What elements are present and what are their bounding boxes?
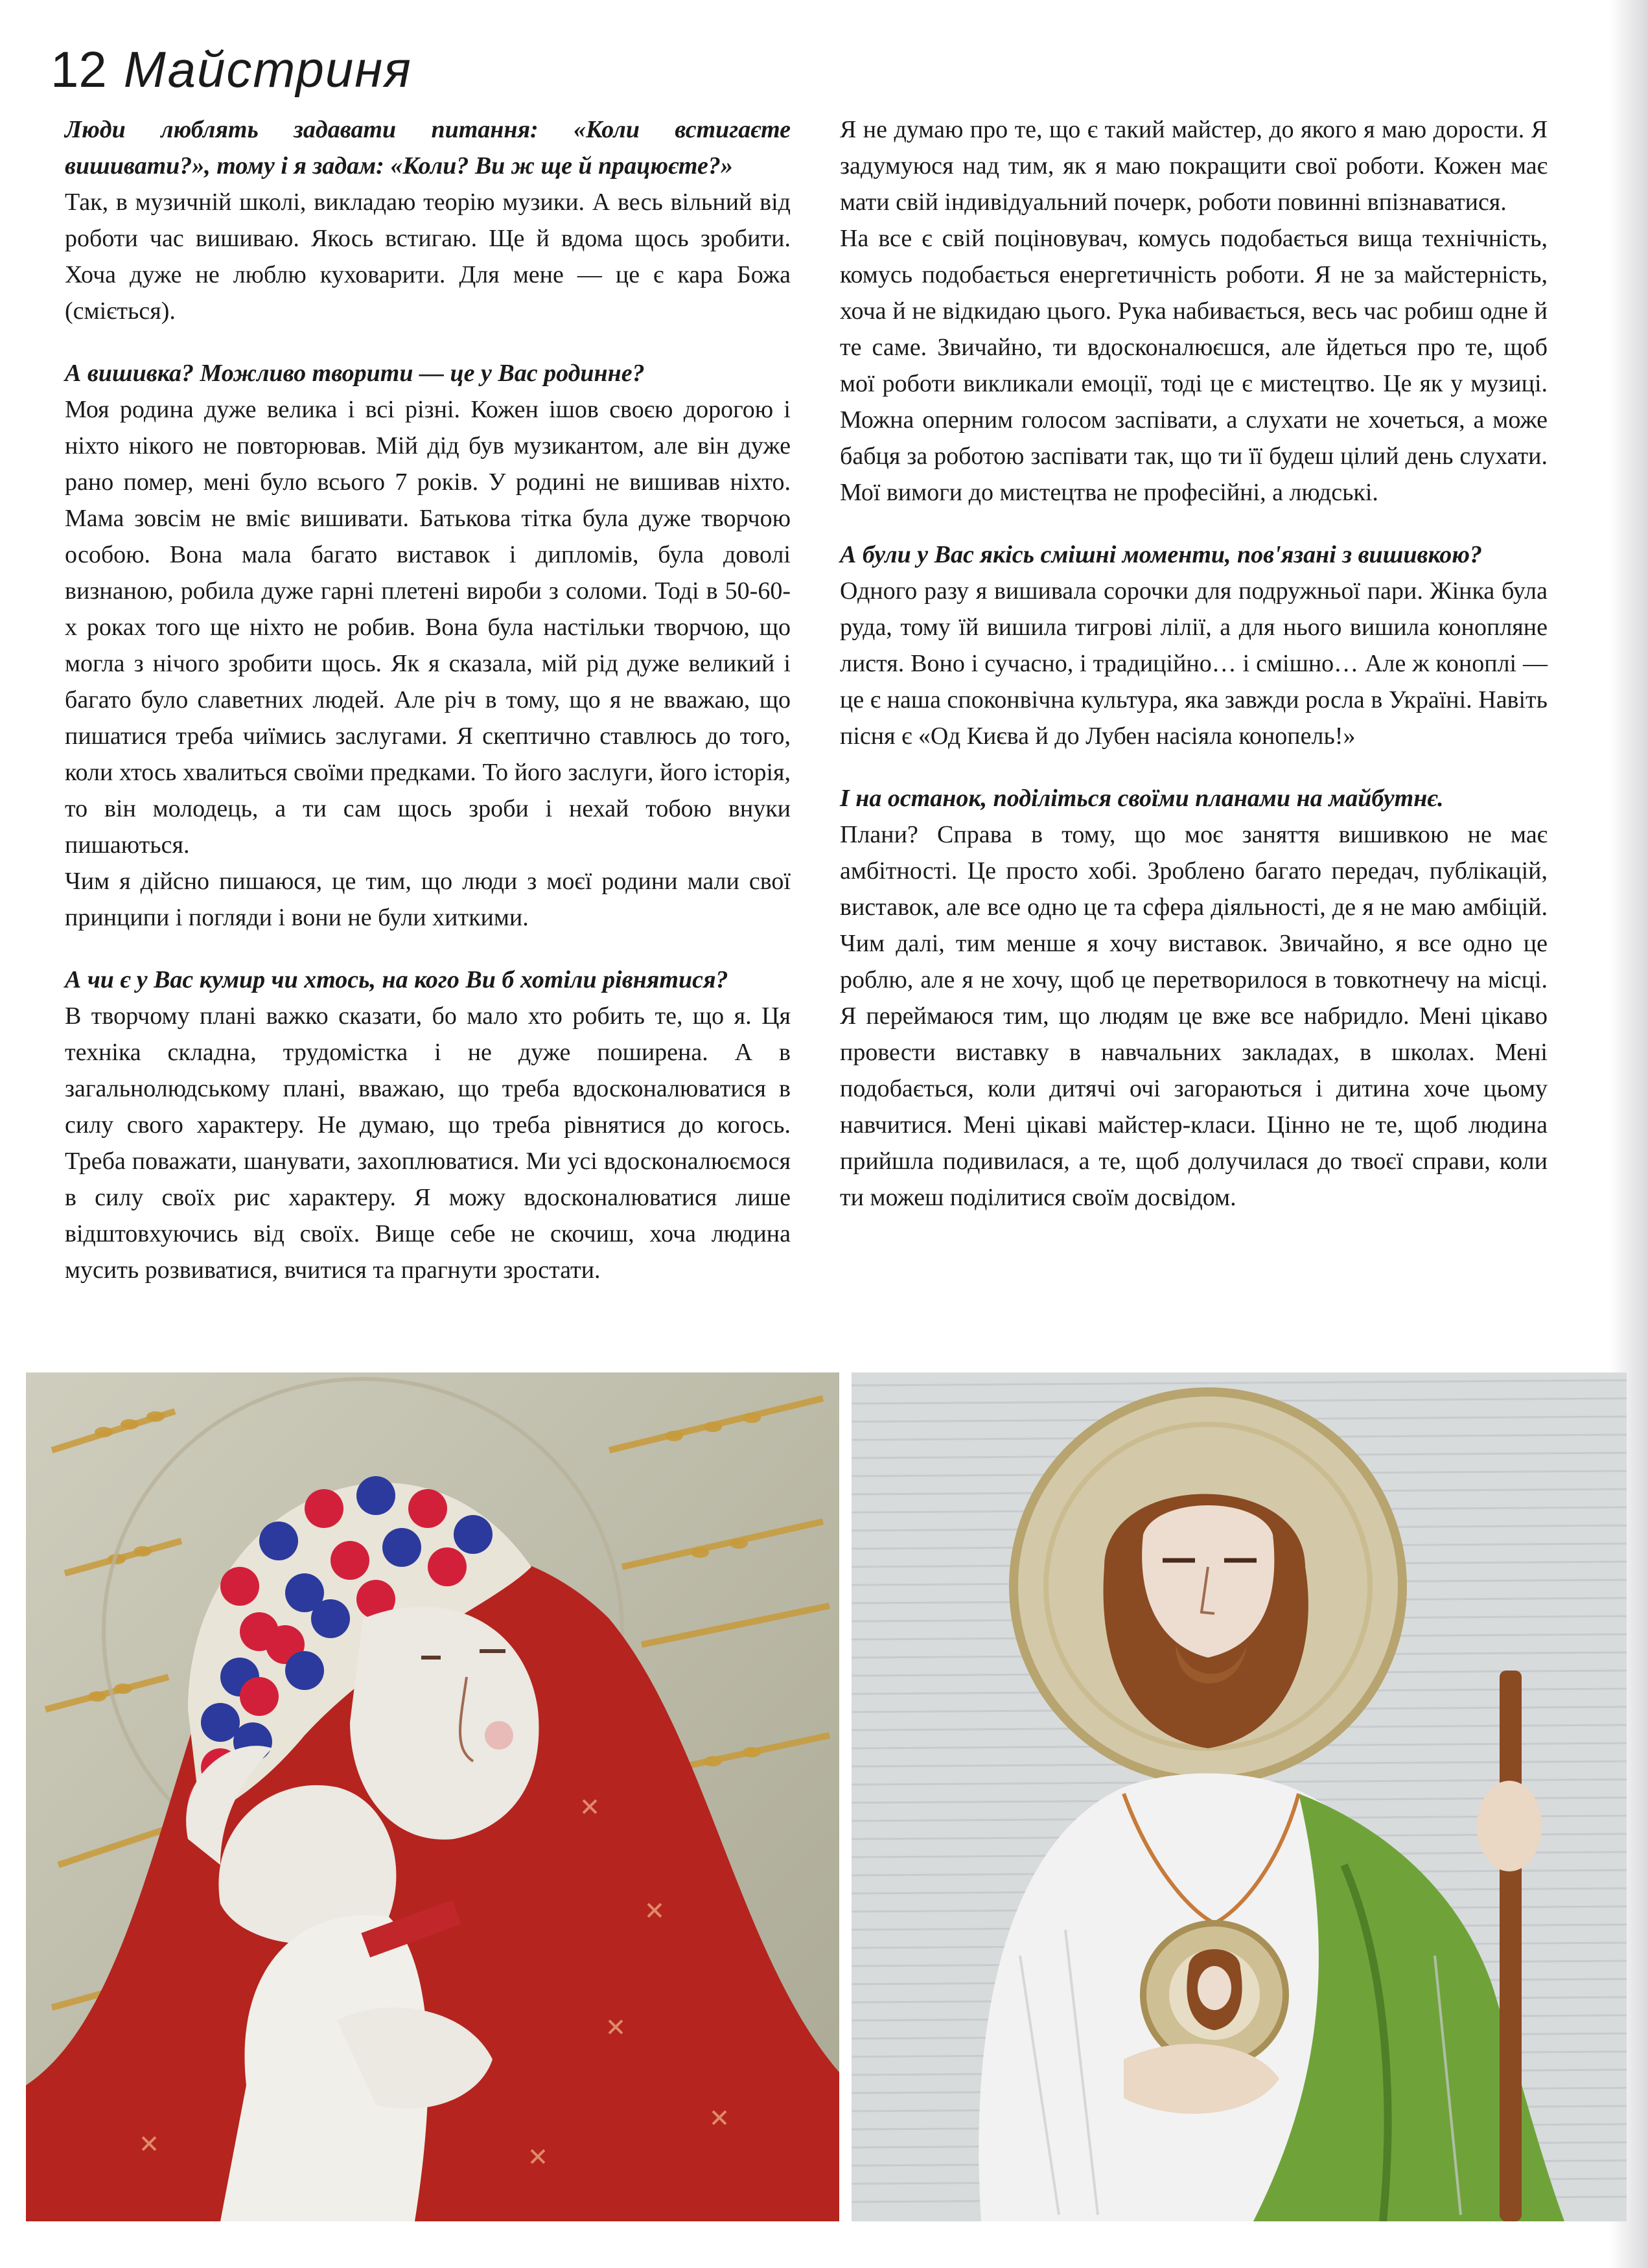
interview-question: А вишивка? Можливо творити — це у Вас родинне?: [65, 360, 645, 387]
interview-question: А були у Вас якісь смішні моменти, пов'язані з вишивкою?: [840, 541, 1483, 568]
madonna-embroidery-photo: [26, 1372, 839, 2221]
headdress-stitch-dot: [285, 1651, 324, 1690]
interview-answer: Чим я дійсно пишаюся, це тим, що люди з моєї родини мали свої принципи і погляди і вони не були хиткими.: [65, 868, 791, 931]
madonna-embroidery-image: [26, 1372, 839, 2221]
headdress-stitch-dot: [454, 1515, 493, 1554]
section-title: Майстриня: [123, 41, 412, 98]
interview-question: І на останок, поділіться своїми планами на майбутнє.: [840, 785, 1444, 812]
headdress-stitch-dot: [220, 1567, 259, 1606]
interview-answer: Одного разу я вишивала сорочки для подружньої пари. Жінка була руда, тому їй вишила тигрові лілії, а для нього вишила конопляне листя. Воно і сучасно, і традиційно… і смішно… Але ж коноплі — це є наша споконвічна культура, яка завжди росла в Україні. Навіть пісня є «Од Києва й до Лубен насіяла конопель!»: [840, 577, 1548, 750]
page-header: [51, 40, 412, 111]
embroidery-photos: [26, 1372, 1627, 2221]
headdress-stitch-dot: [201, 1703, 240, 1742]
interview-question: Люди люблять задавати питання: «Коли встигаєте вишивати?», тому і я задам: «Коли? Ви ж ще й працюєте?»: [65, 116, 791, 179]
interview-answer: На все є свій поціновувач, комусь подобається вища технічність, комусь подобається енергетичність роботи. Я не за майстерність, хоча й не відкидаю цього. Рука набивається, весь час робиш одне й те саме. Звичайно, ти вдосконалюєшся, але йдеться про те, щоб мої роботи викликали емоції, тоді це є мистецтво. Це як у музиці. Можна оперним голосом заспівати, а слухати не хочеться, а може бабця за роботою заспівати так, що ти її будеш цілий день слухати. Мої вимоги до мистецтва не професійні, а людські.: [840, 225, 1548, 506]
interview-answer: Моя родина дуже велика і всі різні. Кожен ішов своєю дорогою і ніхто нікого не повторював. Мій дід був музикантом, але він дуже рано помер, мені було всього 7 років. У родині не вишивав ніхто. Мама зовсім не вміє вишивати. Батькова тітка була дуже творчою особою. Вона мала багато виставок і дипломів, була доволі визнаною, робила дуже гарні плетені вироби з соломи. Тоді в 50-60-х роках того ще ніхто не робив. Вона була настільки творчою, що могла з нічого зробити щось. Як я сказала, мій рід дуже великий і багато було славетних людей. Але річ в тому, що я не вважаю, що пишатися треба чиїмись заслугами. Я скептично ставлюсь до того, коли хтось хвалиться своїми предками. То його заслуги, його історія, то він молодець, а ти сам щось зроби і нехай тобою внуки пишаються.: [65, 396, 791, 859]
page-number: 12: [51, 41, 107, 98]
interview-answer: В творчому плані важко сказати, бо мало хто робить те, що я. Ця техніка складна, трудомістка і не дуже поширена. А в загальнолюдському плані, вважаю, що треба вдосконалюватися в силу свого характеру. Не думаю, що треба рівнятися до когось. Треба поважати, шанувати, захоплюватися. Ми усі вдосконалюємося в силу своїх рис характеру. Я можу вдосконалюватися лише відштовхуючись від своїх. Вище себе не скочиш, хоча людина мусить розвиватися, вчитися та прагнути зростати.: [65, 1002, 791, 1284]
headdress-stitch-dot: [382, 1528, 421, 1567]
headdress-stitch-dot: [408, 1489, 447, 1528]
paragraph-gap: [65, 936, 791, 962]
paragraph-gap: [840, 754, 1548, 780]
headdress-stitch-dot: [356, 1476, 395, 1515]
headdress-stitch-dot: [331, 1541, 369, 1580]
interview-answer: Я не думаю про те, що є такий майстер, до якого я маю дорости. Я задумуюся над тим, як я маю покращити свої роботи. Кожен має мати свій індивідуальний почерк, роботи повинні впізнаватися.: [840, 116, 1548, 216]
headdress-stitch-dot: [305, 1489, 343, 1528]
headdress-stitch-dot: [240, 1677, 279, 1716]
left-text-column: [65, 111, 791, 1288]
interview-answer: Так, в музичній школі, викладаю теорію музики. А весь вільний від роботи час вишиваю. Якось встигаю. Ще й вдома щось зробити. Хоча дуже не люблю куховарити. Для мене — це є кара Божа (сміється).: [65, 189, 791, 325]
headdress-stitch-dot: [259, 1522, 298, 1560]
paragraph-gap: [65, 329, 791, 355]
paragraph-gap: [840, 511, 1548, 537]
headdress-stitch-dot: [428, 1547, 467, 1586]
saint-embroidery-image: [852, 1372, 1627, 2221]
headdress-stitch-dot: [311, 1599, 350, 1638]
right-text-column: [840, 111, 1548, 1216]
interview-question: А чи є у Вас кумир чи хтось, на кого Ви б хотіли рівнятися?: [65, 966, 728, 993]
saint-embroidery-photo: [852, 1372, 1627, 2221]
interview-answer: Плани? Справа в тому, що моє заняття вишивкою не має амбітності. Це просто хобі. Зроблено багато передач, публікацій, виставок, але все одно це та сфера діяльності, де я не маю амбіцій. Чим далі, тим менше я хочу виставок. Звичайно, я все одно це роблю, але я не хочу, щоб це перетворилося в товкотнечу на місці. Я переймаюся тим, що людям це вже все набридло. Мені цікаво провести виставку в навчальних закладах, в школах. Мені подобається, коли дитячі очі загораються і дитина хоче цьому навчитися. Мені цікаві майстер-класи. Цінно не те, щоб людина прийшла подивилася, а те, щоб долучилася до твоєї справи, коли ти можеш поділитися своїм досвідом.: [840, 821, 1548, 1211]
